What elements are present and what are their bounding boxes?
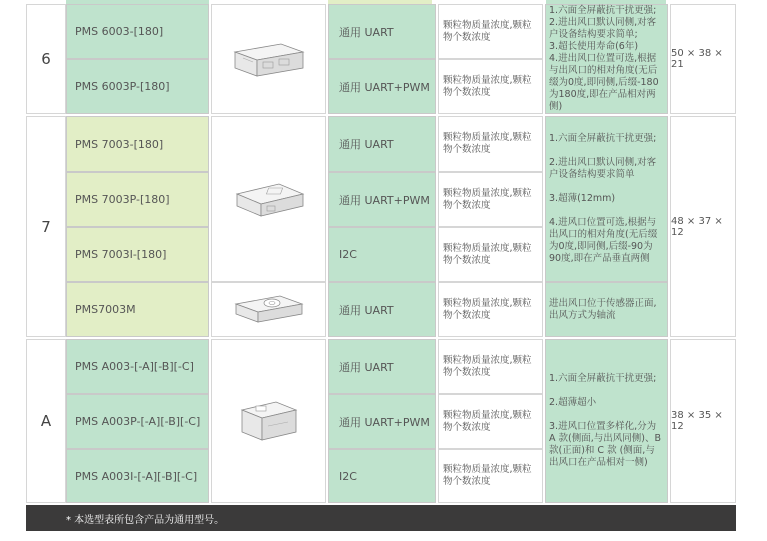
interface-uart-pwm: 通用 UART+PWM [328, 59, 436, 114]
output-value: 颗粒物质量浓度,颗粒物个数浓度 [438, 116, 543, 172]
model-pms6003: PMS 6003-[180] [66, 4, 209, 59]
feature-line: 3.进风口位置多样化,分为 A 款(侧面,与出风同侧)、B 款(正面)和 C 款 (侧面,与出风口在产品相对一侧) [549, 421, 661, 468]
interface-uart: 通用 UART [328, 282, 436, 337]
output-value: 颗粒物质量浓度,颗粒物个数浓度 [438, 282, 543, 337]
feature-line: 进出风口位于传感器正面,出风方式为轴流 [549, 297, 657, 321]
fan-sensor-module-icon [230, 290, 308, 330]
output-value: 颗粒物质量浓度,颗粒物个数浓度 [438, 227, 543, 282]
footer-note: * 本选型表所包含产品为通用型号。 [26, 505, 736, 531]
feature-line: 1.六面全屏蔽抗干扰更强; [549, 373, 657, 384]
feature-line: 2.超薄超小 [549, 397, 597, 408]
output-value: 颗粒物质量浓度,颗粒物个数浓度 [438, 394, 543, 449]
feature-line: 2.进出风口默认同侧,对客户设备结构要求简单; [549, 17, 657, 40]
interface-uart-pwm: 通用 UART+PWM [328, 172, 436, 227]
model-pms7003i: PMS 7003I-[180] [66, 227, 209, 282]
sensor-module-icon [229, 38, 309, 80]
series-7-size: 48 × 37 × 12 [670, 116, 736, 337]
interface-uart: 通用 UART [328, 4, 436, 59]
interface-i2c: I2C [328, 227, 436, 282]
feature-line: 3.超薄(12mm) [549, 193, 616, 204]
series-7-features [545, 116, 668, 282]
feature-line: 3.超长使用寿命(6年) [549, 41, 639, 52]
interface-uart: 通用 UART [328, 339, 436, 394]
output-value: 颗粒物质量浓度,颗粒物个数浓度 [438, 172, 543, 227]
feature-line: 1.六面全屏蔽抗干扰更强; [549, 5, 657, 16]
model-pmsa003: PMS A003-[-A][-B][-C] [66, 339, 209, 394]
series-6-size: 50 × 38 × 21 [670, 4, 736, 114]
series-a-label: A [26, 339, 66, 503]
model-pms7003p: PMS 7003P-[180] [66, 172, 209, 227]
series-6-image [211, 4, 326, 114]
output-value: 颗粒物质量浓度,颗粒物个数浓度 [438, 449, 543, 503]
feature-line: 2.进出风口默认同侧,对客户设备结构要求简单 [549, 157, 657, 180]
model-pms7003m: PMS7003M [66, 282, 209, 337]
feature-line: 4.进出风口位置可选,根据与出风口的相对角度(无后缀为0度,即同侧,后缀-180为180度,即在产品相对两侧) [549, 53, 659, 112]
series-a-features [545, 339, 668, 503]
model-pms7003: PMS 7003-[180] [66, 116, 209, 172]
sensor-module-icon [229, 176, 309, 222]
feature-line: 1.六面全屏蔽抗干扰更强; [549, 133, 657, 144]
interface-i2c: I2C [328, 449, 436, 503]
series-7-label: 7 [26, 116, 66, 337]
feature-line: 4.进风口位置可选,根据与出风口的相对角度(无后缀为0度,即同侧,后缀-90为90度,即在产品垂直两侧 [549, 217, 658, 264]
series-a-size: 38 × 35 × 12 [670, 339, 736, 503]
interface-uart: 通用 UART [328, 116, 436, 172]
interface-uart-pwm: 通用 UART+PWM [328, 394, 436, 449]
model-pmsa003i: PMS A003I-[-A][-B][-C] [66, 449, 209, 503]
series-a-image [211, 339, 326, 503]
series-6-label: 6 [26, 4, 66, 114]
series-7m-image [211, 282, 326, 337]
sensor-module-icon [236, 394, 302, 448]
output-value: 颗粒物质量浓度,颗粒物个数浓度 [438, 339, 543, 394]
model-pms6003p: PMS 6003P-[180] [66, 59, 209, 114]
model-pmsa003p: PMS A003P-[-A][-B][-C] [66, 394, 209, 449]
output-value: 颗粒物质量浓度,颗粒物个数浓度 [438, 4, 543, 59]
series-6-features [545, 4, 668, 114]
series-7m-features [545, 282, 668, 337]
series-7-image [211, 116, 326, 282]
output-value: 颗粒物质量浓度,颗粒物个数浓度 [438, 59, 543, 114]
